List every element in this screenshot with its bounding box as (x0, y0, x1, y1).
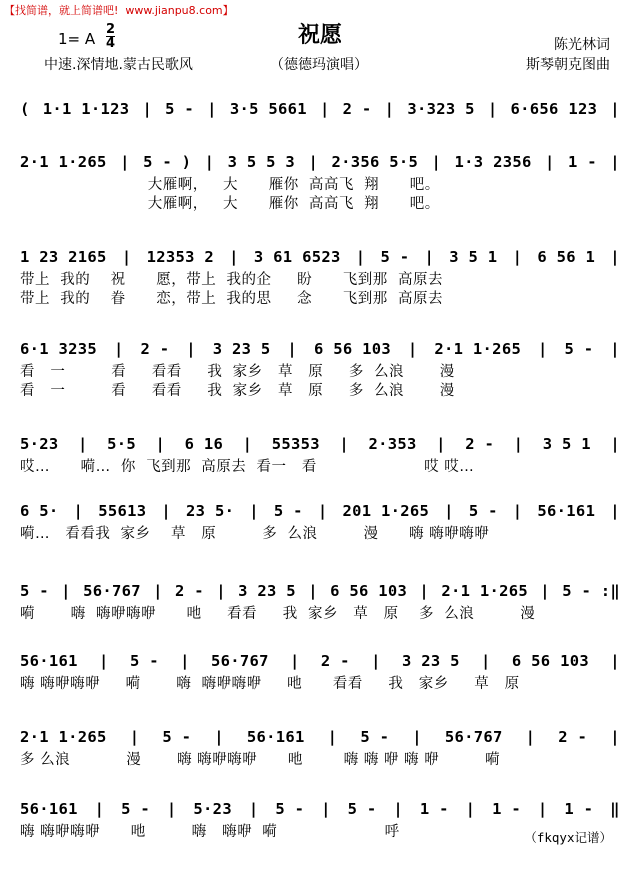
measure: 5·5 (107, 435, 137, 453)
score-system (20, 143, 620, 223)
barline: | (610, 728, 620, 746)
barline: | (166, 800, 177, 818)
measure: 3 23 5 (401, 652, 460, 670)
tempo-style: 中速.深情地.蒙古民歌风 (44, 57, 193, 73)
measure: 5 - (468, 502, 498, 520)
barline: | (513, 435, 524, 453)
measure: 6 56 103 (313, 340, 391, 358)
site-banner[interactable]: 【找简谱，就上简谱吧! www.jianpu8.com】 (4, 4, 234, 17)
measure: 5 - (347, 800, 377, 818)
time-signature-top: 2 (106, 22, 116, 37)
transcriber-credit: （fkqyx记谱） (524, 830, 612, 845)
measure: 5 - (165, 100, 195, 118)
measure: 55613 (98, 502, 147, 520)
measure: 1 - (492, 800, 522, 818)
barline: | (153, 582, 163, 600)
measure: 6·656 123 (510, 100, 598, 118)
measure: 2 - (175, 582, 204, 600)
barline: | (537, 800, 548, 818)
measure: 5 - (564, 340, 594, 358)
measure: 5 - (162, 728, 192, 746)
barline: | (512, 502, 523, 520)
score-system (20, 238, 620, 318)
lyricist: 陈光林词 (554, 37, 610, 53)
barline: | (512, 248, 523, 266)
barline: | (99, 652, 109, 670)
barline: | (537, 340, 548, 358)
time-signature-bottom: 4 (106, 36, 116, 51)
measure: 55353 (271, 435, 320, 453)
measure: 3 23 5 (212, 340, 271, 358)
measure: 6 5· (20, 502, 59, 520)
measure: 2·1 1·265 (434, 340, 522, 358)
barline: | (424, 248, 435, 266)
barline: | (412, 728, 422, 746)
measure: 2 - (140, 340, 170, 358)
notation-line (20, 492, 620, 520)
measure: 2·1 1·265 (20, 153, 107, 171)
measure: 56·161 (537, 502, 596, 520)
measure: 2 - (558, 728, 588, 746)
measure: 5 - (275, 800, 305, 818)
barline: | (207, 100, 217, 118)
song-title: 祝愿 (297, 22, 342, 48)
barline: | (610, 100, 620, 118)
barline: | (481, 652, 491, 670)
measure: 5·23 (193, 800, 232, 818)
measure: 2·353 (368, 435, 417, 453)
measure: 3 5 5 3 (227, 153, 296, 171)
barline: | (610, 502, 620, 520)
barline: | (113, 340, 124, 358)
measure: 56·767 (210, 652, 269, 670)
measure: 5 - (121, 800, 151, 818)
barline: | (242, 435, 253, 453)
measure: 3·5 5661 (229, 100, 307, 118)
measure: 6 56 103 (330, 582, 408, 600)
notation-line (20, 330, 620, 358)
barline: | (610, 153, 620, 171)
barline: | (249, 502, 259, 520)
measure: 1 - (568, 153, 597, 171)
barline: | (229, 248, 239, 266)
measure: 6 16 (184, 435, 224, 453)
score-system (20, 572, 620, 652)
measure: 56·161 (246, 728, 305, 746)
measure: 3 23 5 (238, 582, 296, 600)
barline: | (290, 652, 300, 670)
notation-line (20, 425, 620, 453)
barline: | (287, 340, 298, 358)
barline: | (214, 728, 224, 746)
measure: 5 - (20, 582, 49, 600)
barline: | (327, 728, 338, 746)
measure: 2·356 5·5 (331, 153, 419, 171)
measure: 2·1 1·265 (441, 582, 529, 600)
barline: | (180, 652, 190, 670)
notation-line (20, 718, 620, 746)
barline: | (436, 435, 446, 453)
measure: 6·1 3235 (20, 340, 98, 358)
notation-line (20, 238, 620, 266)
lyric-line: 带上 我的 眷 恋，带上 我的思 念 飞到那 高原去 (20, 291, 443, 307)
notation-line (20, 790, 620, 818)
barline: | (161, 502, 172, 520)
barline: | (393, 800, 403, 818)
notation-line (20, 143, 620, 171)
barline: | (419, 582, 430, 600)
measure: 56·161 (20, 652, 78, 670)
notation-line (20, 90, 620, 118)
measure: 5 - (360, 728, 390, 746)
score-system (20, 642, 620, 722)
barline: | (487, 100, 498, 118)
measure: 56·767 (444, 728, 503, 746)
barline: | (610, 248, 620, 266)
lyric-line: 嗨 嗨咿嗨咿 嗬 嗨 嗨咿嗨咿 吔 看看 我 家乡 草 原 (20, 676, 520, 692)
barline: | (120, 153, 130, 171)
barline: | (384, 100, 395, 118)
barline: | (465, 800, 476, 818)
composer: 斯琴朝克图曲 (526, 57, 610, 73)
measure: 2·1 1·265 (20, 728, 107, 746)
barline: | (444, 502, 454, 520)
measure: 3·323 5 (407, 100, 475, 118)
score-system (20, 718, 620, 798)
barline: | (308, 582, 318, 600)
measure: 201 1·265 (342, 502, 430, 520)
measure: 5 - (273, 502, 303, 520)
barline: | (431, 153, 442, 171)
barline: | (610, 652, 620, 670)
measure: 3 5 1 (542, 435, 591, 453)
measure: 1 - (419, 800, 449, 818)
lyric-line: 大雁啊， 大 雁你 高高飞 翔 吧。 (20, 196, 440, 212)
barline: | (321, 800, 331, 818)
barline: | (407, 340, 418, 358)
barline: | (610, 340, 620, 358)
lyric-line: 嗨 嗨咿嗨咿 吔 嗨 嗨咿 嗬 呼 (20, 824, 400, 840)
barline: | (319, 100, 330, 118)
measure: 1·1 1·123 (42, 100, 130, 118)
barline: | (155, 435, 166, 453)
barline: | (339, 435, 349, 453)
lyric-line: 看 一 看 看看 我 家乡 草 原 多 么浪 漫 (20, 364, 455, 380)
barline: | (61, 582, 71, 600)
lyric-line: 多 么浪 漫 嗨 嗨咿嗨咿 吔 嗨 嗨 咿 嗨 咿 嗬 (20, 752, 501, 768)
lyric-line: 嗬 嗨 嗨咿嗨咿 吔 看看 我 家乡 草 原 多 么浪 漫 (20, 606, 536, 622)
measure: 5 - ) (143, 153, 192, 171)
barline: | (317, 502, 328, 520)
barline: | (525, 728, 536, 746)
barline: | (355, 248, 366, 266)
notation-line (20, 642, 620, 670)
score-system (20, 330, 620, 410)
barline: | (204, 153, 215, 171)
measure: 56·161 (20, 800, 78, 818)
barline: | (610, 435, 620, 453)
lyric-line: 大雁啊， 大 雁你 高高飞 翔 吧。 (20, 177, 440, 193)
score-system (20, 492, 620, 572)
key-signature: 1= A (58, 30, 96, 48)
measure: 2 - (465, 435, 495, 453)
measure: 1 - (564, 800, 594, 818)
measure: 1·3 2356 (454, 153, 532, 171)
barline: | (371, 652, 381, 670)
lyric-line: 嗬… 看看我 家乡 草 原 多 么浪 漫 嗨 嗨咿嗨咿 (20, 526, 490, 542)
barline: | (186, 340, 196, 358)
measure: 3 5 1 (449, 248, 498, 266)
measure: 5 - :‖ (562, 582, 620, 600)
measure: 6 56 1 (537, 248, 596, 266)
barline: | (73, 502, 84, 520)
lyric-line: 带上 我的 祝 愿，带上 我的企 盼 飞到那 高原去 (20, 272, 443, 288)
barline: ( (20, 100, 30, 118)
barline: | (248, 800, 259, 818)
notation-line (20, 572, 620, 600)
lyric-line: 看 一 看 看看 我 家乡 草 原 多 么浪 漫 (20, 383, 455, 399)
measure: 3 61 6523 (253, 248, 341, 266)
measure: 6 56 103 (511, 652, 589, 670)
measure: 5 - (129, 652, 159, 670)
measure: 2 - (342, 100, 372, 118)
barline: | (544, 153, 555, 171)
barline: | (540, 582, 550, 600)
barline: | (78, 435, 88, 453)
singer: （德德玛演唱） (270, 57, 368, 73)
barline: | (94, 800, 105, 818)
barline: | (121, 248, 132, 266)
measure: 5·23 (20, 435, 59, 453)
barline: ‖ (610, 800, 620, 818)
lyric-line: 哎… 嗬… 你 飞到那 高原去 看一 看 哎 哎… (20, 459, 475, 475)
barline: | (129, 728, 140, 746)
time-signature (106, 23, 115, 50)
barline: | (142, 100, 153, 118)
measure: 23 5· (186, 502, 235, 520)
measure: 1 23 2165 (20, 248, 107, 266)
measure: 2 - (320, 652, 350, 670)
barline: | (308, 153, 319, 171)
measure: 56·767 (83, 582, 141, 600)
barline: | (216, 582, 226, 600)
measure: 5 - (380, 248, 410, 266)
measure: 12353 2 (146, 248, 215, 266)
